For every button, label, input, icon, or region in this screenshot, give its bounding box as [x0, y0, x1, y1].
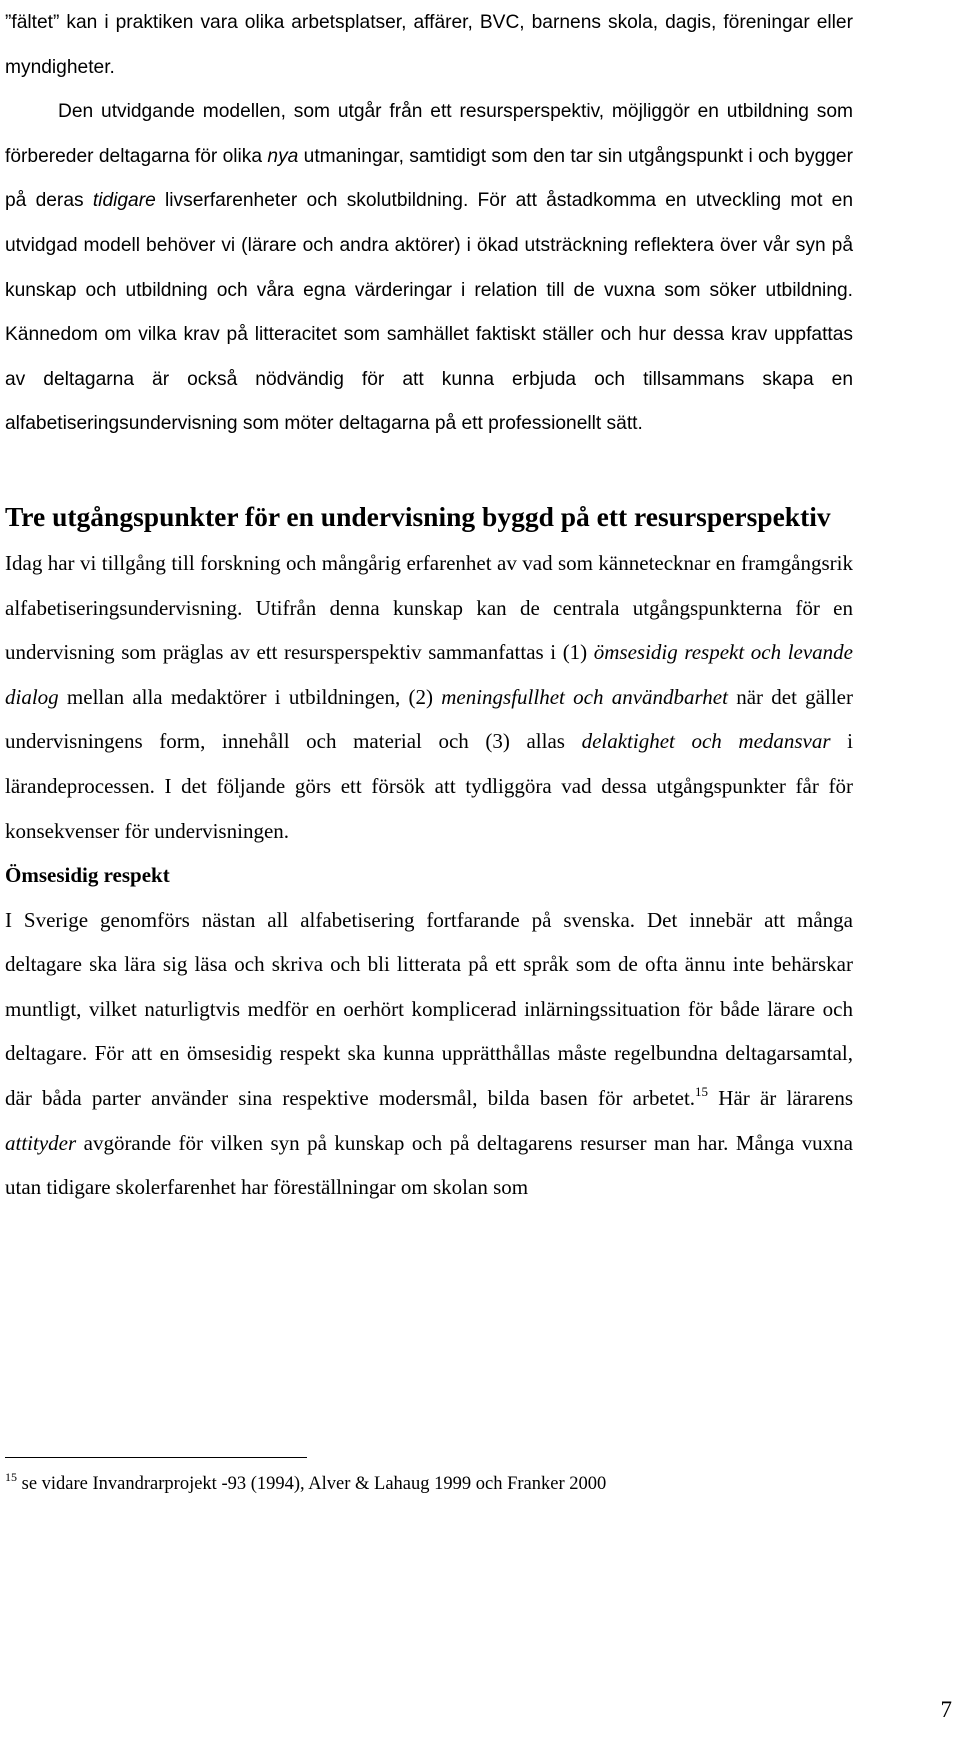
paragraph-text: i lärandeprocessen. I det följande görs ett försök att tydliggöra vad dessa utgångspunkter får för konsekvenser för undervisningen. [5, 729, 853, 843]
paragraph-starting-points [5, 541, 853, 853]
footnote [5, 1466, 606, 1502]
paragraph-text: I Sverige genomförs nästan all alfabetisering fortfarande på svenska. Det innebär att många deltagare ska lära sig läsa och skriva och bli litterata på ett språk som de ofta ännu inte behärskar muntligt, vilket naturligtvis medför en oerhört komplicerad inlärningssituation för både lärare och deltagare. För att en ömsesidig respekt ska kunna upprätthållas måste regelbundna deltagarsamtal, där båda parter använder sina respektive modersmål, bilda basen för arbetet. [5, 907, 853, 1111]
document-page [5, 0, 853, 1210]
subheading: Ömsesidig respekt [5, 863, 170, 888]
paragraph-text: utmaningar, samtidigt som den tar sin utgångspunkt i och bygger på deras [5, 145, 853, 212]
paragraph-field-examples [5, 1, 853, 90]
emphasis-text: ömsesidig respekt och levande dialog [5, 640, 853, 709]
footnote-reference[interactable]: 15 [695, 1084, 709, 1100]
paragraph-text: För att åstadkomma en utveckling mot en utvidgad modell behöver vi (lärare och andra aktörer) i ökad utsträckning reflektera över vår syn på kunskap och utbildning och våra egna värderingar i relation till de vuxna som söker utbildning. [5, 190, 853, 301]
paragraph-text: Idag har vi tillgång till forskning och mångårig erfarenhet av vad som kännetecknar en framgångsrik alfabetiseringsundervisning. Utifrån denna kunskap kan de centrala utgångspunkterna för en undervisning som präglas av ett resursperspektiv sammanfattas i (1) [5, 550, 853, 665]
emphasis-text: meningsfullhet och användbarhet [441, 684, 728, 709]
footnote-number: 15 [5, 1470, 17, 1484]
paragraph-text: avgörande för vilken syn på kunskap och på deltagarens resurser man har. Många vuxna utan tidigare skolerfarenhet har föreställningar om skolan som [5, 1130, 853, 1200]
paragraph-text: Den utvidgande modellen, som utgår från ett resursperspektiv, möjliggör en utbildning som förbereder deltagarna för olika [5, 101, 853, 167]
footnote-separator [5, 1457, 307, 1458]
emphasis-text: nya [267, 145, 299, 167]
paragraph-mutual-respect [5, 898, 853, 1210]
page-number: 7 [940, 1697, 952, 1722]
emphasis-text: attityder [5, 1130, 77, 1155]
paragraph-text: livserfarenheter och skolutbildning. [155, 190, 469, 212]
paragraph-text: mellan alla medaktörer i utbildningen, (2) [58, 684, 442, 709]
paragraph-text: ”fältet” kan i praktiken vara olika arbetsplatser, affärer, BVC, barnens skola, dagis, föreningar eller myndigheter. [5, 12, 853, 78]
paragraph-expanding-model [5, 90, 853, 447]
emphasis-text: delaktighet och medansvar [581, 729, 831, 754]
footnote-text: se vidare Invandrarprojekt -93 (1994), Alver & Lahaug 1999 och Franker 2000 [17, 1474, 607, 1494]
paragraph-text: Här är lärarens [708, 1086, 853, 1111]
emphasis-text: tidigare [92, 190, 156, 212]
paragraph-text: när det gäller undervisningens form, innehåll och material och (3) allas [5, 684, 853, 754]
section-heading: Tre utgångspunkter för en undervisning byggd på ett resursperspektiv [5, 500, 831, 532]
paragraph-text: Kännedom om vilka krav på litteracitet som samhället faktiskt ställer och hur dessa krav uppfattas av deltagarna är också nödvändig för att kunna erbjuda och tillsammans skapa en alfabetiseringsundervisning som möter deltagarna på ett professionellt sätt. [5, 324, 853, 435]
